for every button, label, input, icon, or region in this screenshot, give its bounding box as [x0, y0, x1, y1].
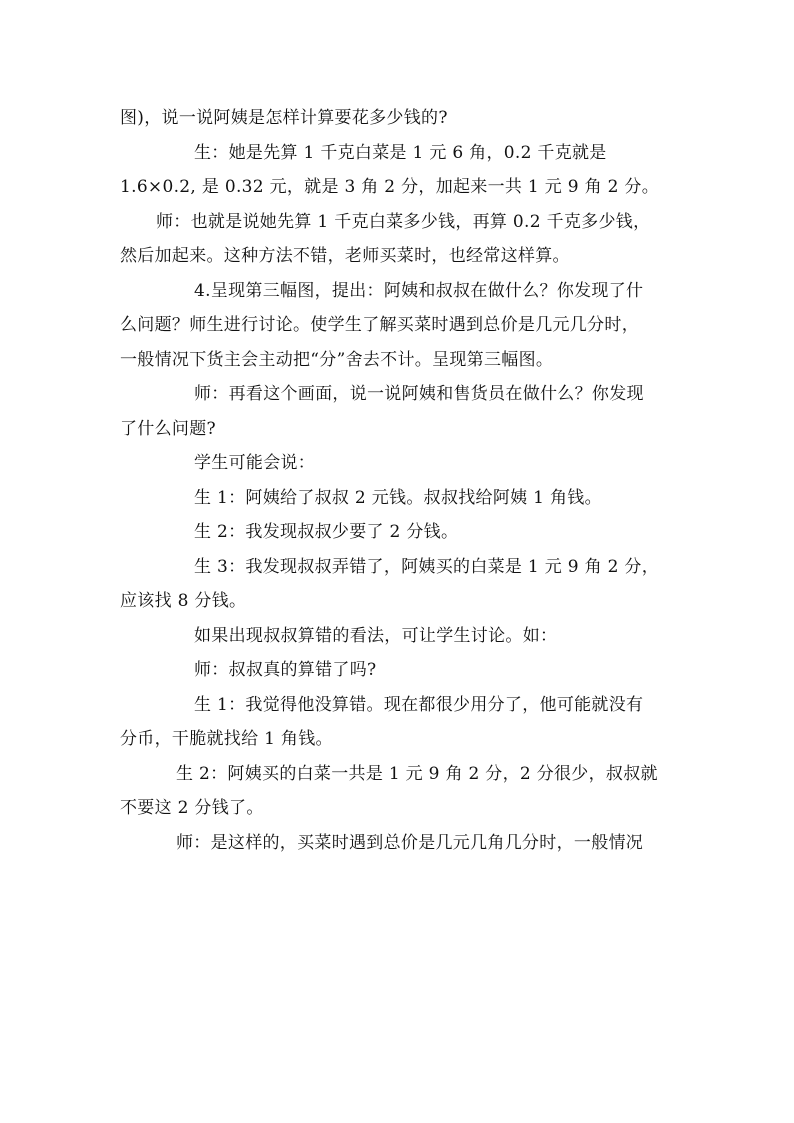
paragraph-13	[120, 757, 680, 826]
paragraph-1	[120, 101, 680, 136]
paragraph-12	[120, 688, 680, 757]
text-line: 学生可能会说：	[194, 453, 316, 473]
text-line: 么问题？师生进行讨论。使学生了解买菜时遇到总价是几元几分时，	[120, 315, 639, 335]
paragraph-11	[120, 653, 680, 688]
text-line: 师：再看这个画面，说一说阿姨和售货员在做什么？你发现	[194, 384, 644, 404]
text-line: 师：也就是说她先算 1 千克白菜多少钱，再算 0.2 千克多少钱，	[156, 211, 651, 232]
paragraph-9	[120, 550, 680, 619]
text-line: 师：是这样的，买菜时遇到总价是几元几角几分时，一般情况	[176, 832, 644, 853]
text-line: 生 1：阿姨给了叔叔 2 元钱。叔叔找给阿姨 1 角钱。	[194, 487, 602, 508]
paragraph-14	[120, 826, 680, 861]
paragraph-8	[120, 515, 680, 550]
text-line: 生 1：我觉得他没算错。现在都很少用分了，他可能就没有	[194, 694, 644, 715]
text-line: 图)，说一说阿姨是怎样计算要花多少钱的?	[120, 108, 448, 128]
document-body	[120, 101, 680, 860]
text-line: 生 2：阿姨买的白菜一共是 1 元 9 角 2 分，2 分很少，叔叔就	[176, 763, 658, 784]
text-line: 4.呈现第三幅图，提出：阿姨和叔叔在做什么？你发现了什	[194, 280, 644, 301]
text-line: 不要这 2 分钱了。	[120, 798, 264, 818]
text-line: 生 3：我发现叔叔弄错了，阿姨买的白菜是 1 元 9 角 2 分，	[194, 556, 659, 577]
text-line: 应该找 8 分钱。	[120, 591, 247, 611]
paragraph-5	[120, 377, 680, 446]
paragraph-3	[120, 205, 680, 274]
paragraph-10	[120, 619, 680, 654]
paragraph-7	[120, 481, 680, 516]
text-line: 师：叔叔真的算错了吗?	[194, 660, 377, 680]
text-line: 了什么问题?	[120, 418, 216, 439]
paragraph-6	[120, 446, 680, 481]
text-line: 分币，干脆就找给 1 角钱。	[120, 729, 333, 749]
text-line: 然后加起来。这种方法不错，老师买菜时，也经常这样算。	[120, 246, 570, 266]
text-line: 一般情况下货主会主动把“分”舍去不计。呈现第三幅图。	[120, 349, 554, 370]
paragraph-4	[120, 274, 680, 378]
text-line: 生 2：我发现叔叔少要了 2 分钱。	[194, 522, 459, 542]
text-line: 1.6×0.2, 是 0.32 元，就是 3 角 2 分，加起来一共 1 元 9 角 2 分。	[120, 177, 659, 197]
text-line: 生：她是先算 1 千克白菜是 1 元 6 角，0.2 千克就是	[194, 142, 607, 163]
paragraph-2	[120, 136, 680, 205]
text-line: 如果出现叔叔算错的看法，可让学生讨论。如：	[194, 625, 558, 646]
